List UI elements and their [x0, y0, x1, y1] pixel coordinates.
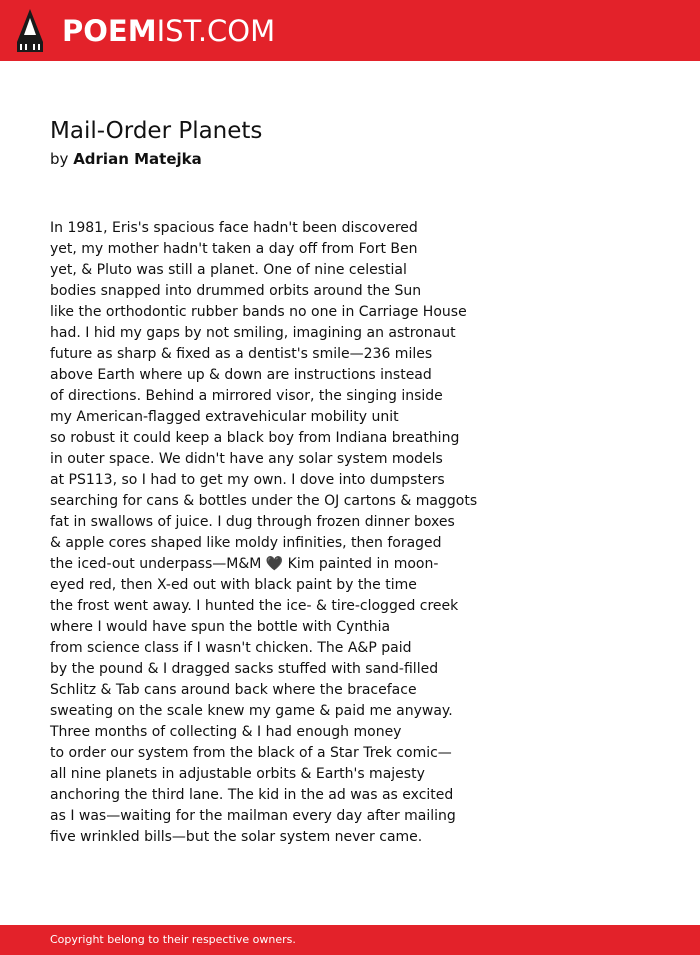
logo-bold-text: POEM: [62, 14, 157, 48]
poem-line: to order our system from the black of a Star Trek comic—: [50, 745, 452, 761]
logo-light-text: IST.COM: [156, 14, 276, 48]
poem-line: In 1981, Eris's spacious face hadn't been discovered: [50, 220, 418, 236]
poem-line: bodies snapped into drummed orbits around the Sun: [50, 283, 422, 299]
poem-line: searching for cans & bottles under the OJ cartons & maggots: [50, 493, 478, 509]
poem-line: at PS113, so I had to get my own. I dove into dumpsters: [50, 472, 445, 488]
poem-line: Schlitz & Tab cans around back where the braceface: [50, 682, 417, 698]
copyright-text: Copyright belong to their respective owners.: [50, 933, 296, 946]
poem-line: anchoring the third lane. The kid in the ad was as excited: [50, 787, 454, 803]
poem-line: from science class if I wasn't chicken. The A&P paid: [50, 640, 412, 656]
poem-line: like the orthodontic rubber bands no one in Carriage House: [50, 304, 467, 320]
poem-line: fat in swallows of juice. I dug through frozen dinner boxes: [50, 514, 455, 530]
poem-body: [50, 218, 477, 848]
poem-line: of directions. Behind a mirrored visor, the singing inside: [50, 388, 443, 404]
poem-line: eyed red, then X-ed out with black paint by the time: [50, 577, 417, 593]
byline: [50, 148, 202, 170]
poem-line: so robust it could keep a black boy from Indiana breathing: [50, 430, 460, 446]
poem-line: as I was—waiting for the mailman every day after mailing: [50, 808, 456, 824]
poem-line: in outer space. We didn't have any solar system models: [50, 451, 443, 467]
poem-title: Mail-Order Planets: [50, 118, 263, 144]
poem-line: where I would have spun the bottle with Cynthia: [50, 619, 391, 635]
site-header: [0, 0, 700, 61]
poem-line: yet, my mother hadn't taken a day off from Fort Ben: [50, 241, 418, 257]
site-footer: [0, 925, 700, 955]
poem-line: by the pound & I dragged sacks stuffed with sand-filled: [50, 661, 439, 677]
poem-line: the frost went away. I hunted the ice- & tire-clogged creek: [50, 598, 459, 614]
poem-line: sweating on the scale knew my game & paid me anyway.: [50, 703, 453, 719]
poem-line: future as sharp & fixed as a dentist's smile—236 miles: [50, 346, 433, 362]
poem-author: Adrian Matejka: [73, 150, 202, 168]
poem-line: five wrinkled bills—but the solar system never came.: [50, 829, 423, 845]
pencil-icon[interactable]: [17, 9, 43, 52]
poem-line: Three months of collecting & I had enough money: [50, 724, 402, 740]
by-label: by: [50, 150, 69, 168]
poem-line: the iced-out underpass—M&M 🖤 Kim painted in moon-: [50, 556, 439, 572]
poem-line: had. I hid my gaps by not smiling, imagining an astronaut: [50, 325, 456, 341]
poem-line: my American-flagged extravehicular mobility unit: [50, 409, 399, 425]
poem-line: yet, & Pluto was still a planet. One of nine celestial: [50, 262, 407, 278]
site-logo[interactable]: [62, 11, 275, 51]
poem-line: above Earth where up & down are instructions instead: [50, 367, 432, 383]
poem-line: & apple cores shaped like moldy infinities, then foraged: [50, 535, 442, 551]
poem-line: all nine planets in adjustable orbits & Earth's majesty: [50, 766, 425, 782]
